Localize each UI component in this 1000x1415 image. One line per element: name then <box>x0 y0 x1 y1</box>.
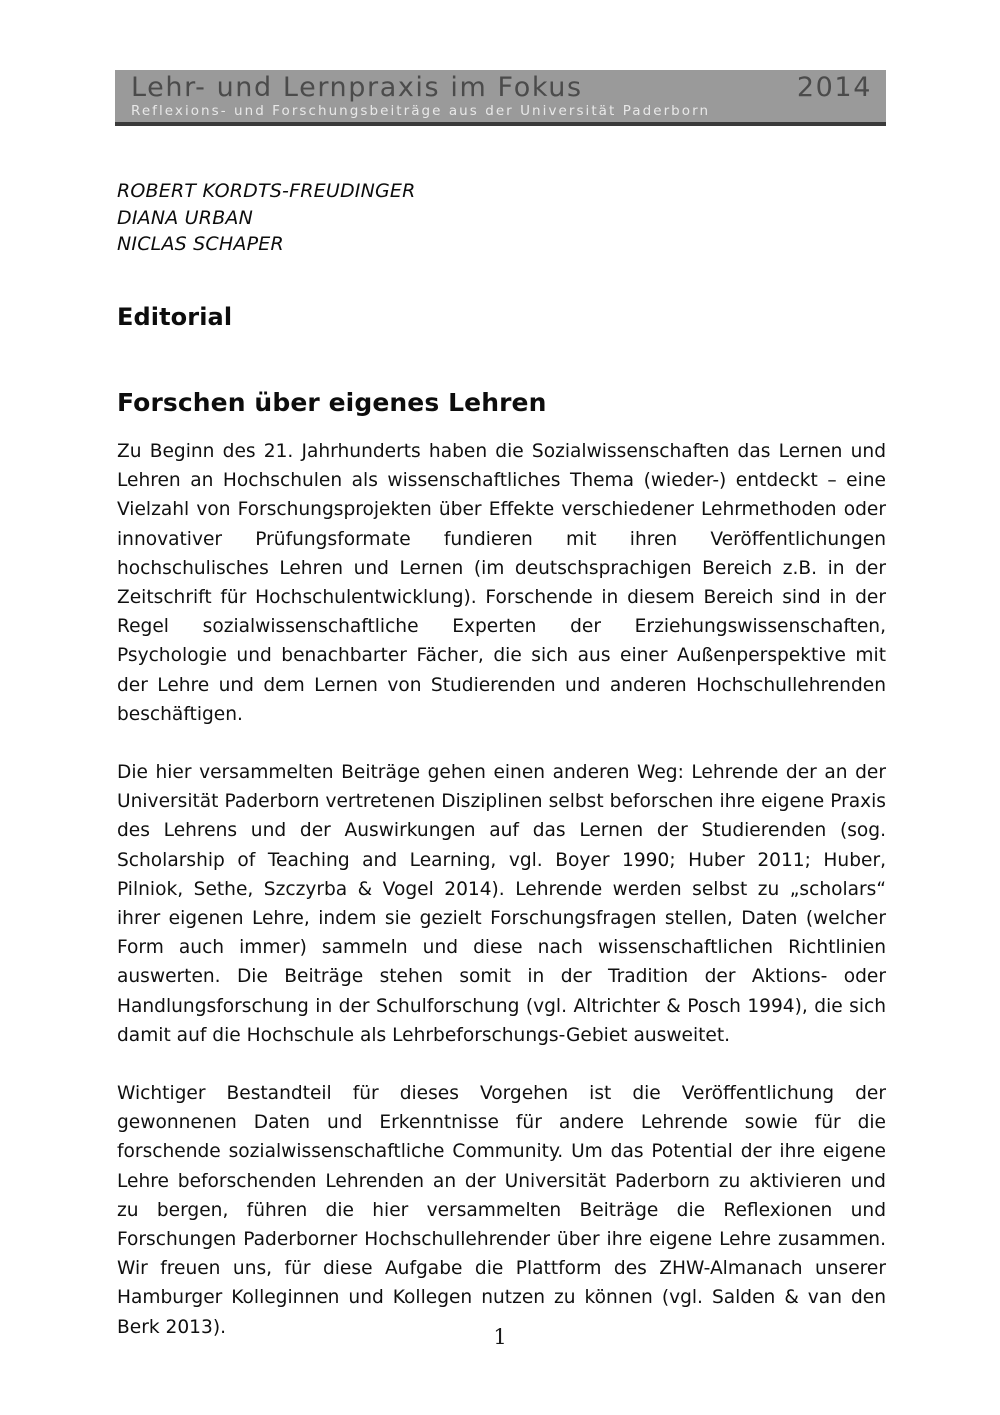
running-head-banner <box>115 70 886 126</box>
journal-subtitle: Reflexions- und Forschungsbeiträge aus der Universität Paderborn <box>131 103 711 120</box>
banner-top-row <box>131 73 876 102</box>
author-name: NICLAS SCHAPER <box>117 233 284 255</box>
author-list <box>117 178 416 258</box>
journal-title: Lehr- und Lernpraxis im Fokus <box>131 72 583 103</box>
author-name: ROBERT KORDTS-FREUDINGER <box>117 180 416 202</box>
author-name: DIANA URBAN <box>117 206 254 229</box>
article-body <box>117 437 886 1342</box>
body-paragraph: Wichtiger Bestandteil für dieses Vorgehen ist die Veröffentlichung der gewonnenen Daten und Erkenntnisse für andere Lehrende sowie für die forschende sozialwissenschaftliche Community. Um das Potential der ihre eigene Lehre beforschenden Lehrenden an der Universität Paderborn zu aktivieren und zu bergen, führen die hier versammelten Beiträge die Reflexionen und Forschungen Paderborner Hochschullehrender über ihre eigene Lehre zusammen. Wir freuen uns, für diese Aufgabe die Plattform des ZHW-Almanach unserer Hamburger Kolleginnen und Kollegen nutzen zu können (vgl. Salden & van den Berk 2013). <box>117 1083 886 1338</box>
article-title-heading: Forschen über eigenes Lehren <box>117 388 547 417</box>
page-number: 1 <box>493 1325 507 1349</box>
publication-year: 2014 <box>796 72 872 103</box>
body-paragraph: Die hier versammelten Beiträge gehen einen anderen Weg: Lehrende der an der Universität Paderborn vertretenen Disziplinen selbst beforschen ihre eigene Praxis des Lehrens und der Auswirkungen auf das Lernen der Studierenden (sog. Scholarship of Teaching and Learning, vgl. Boyer 1990; Huber 2011; Huber, Pilniok, Sethe, Szczyrba & Vogel 2014). Lehrende werden selbst zu „scholars“ ihrer eigenen Lehre, indem sie gezielt Forschungsfragen stellen, Daten (welcher Form auch immer) sammeln und diese nach wissenschaftlichen Richtlinien auswerten. Die Beiträge stehen somit in der Tradition der Aktions- oder Handlungsforschung in der Schulforschung (vgl. Altrichter & Posch 1994), die sich damit auf die Hochschule als Lehrbeforschungs-Gebiet ausweitet. <box>117 762 886 1046</box>
section-heading-editorial: Editorial <box>117 303 233 331</box>
body-paragraph: Zu Beginn des 21. Jahrhunderts haben die Sozialwissenschaften das Lernen und Lehren an Hochschulen als wissenschaftliches Thema (wieder-) entdeckt – eine Vielzahl von Forschungsprojekten über Effekte verschiedener Lehrmethoden oder innovativer Prüfungsformate fundieren mit ihren Veröffentlichungen hochschulisches Lehren und Lernen (im deutschsprachigen Bereich z.B. in der Zeitschrift für Hochschulentwicklung). Forschende in diesem Bereich sind in der Regel sozialwissenschaftliche Experten der Erziehungswissenschaften, Psychologie und benachbarter Fächer, die sich aus einer Außenperspektive mit der Lehre und dem Lernen von Studierenden und anderen Hochschullehrenden beschäftigen. <box>117 441 886 725</box>
